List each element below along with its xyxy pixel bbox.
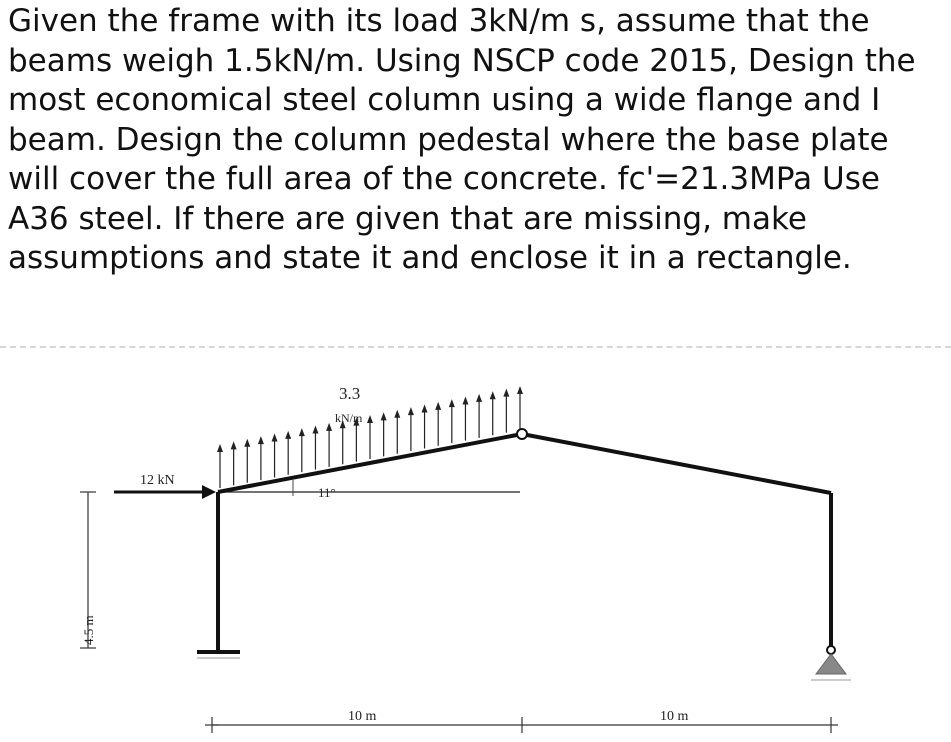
pin-hinge — [827, 646, 835, 654]
point-load-arrowhead — [202, 485, 216, 499]
load-arrowhead — [394, 410, 400, 418]
load-arrowhead — [299, 428, 305, 436]
load-arrowhead — [272, 433, 278, 441]
span-right-label: 10 m — [660, 709, 689, 724]
distributed-load-arrows — [217, 386, 523, 488]
load-arrowhead — [503, 389, 509, 397]
load-arrowhead — [326, 423, 332, 431]
load-arrowhead — [217, 444, 223, 452]
problem-statement: Given the frame with its load 3kN/m s, assume that the beams weigh 1.5kN/m. Using NSCP code 2015, Design the most economical steel column using a wide flange and I beam. Design the column pedestal where the base plate will cover the full area of the concrete. fc'=21.3MPa Use A36 steel. If there are given that are missing, make assumptions and state it and enclose it in a rectangle. — [8, 3, 916, 276]
load-arrowhead — [517, 386, 523, 394]
load-arrowhead — [449, 399, 455, 407]
load-unit-label: kN/m — [335, 411, 363, 425]
load-arrowhead — [462, 397, 468, 405]
load-value-label: 3.3 — [339, 384, 361, 403]
load-arrowhead — [490, 391, 496, 399]
pin-support — [816, 654, 846, 674]
load-arrowhead — [231, 441, 237, 449]
right-rafter — [522, 434, 831, 493]
load-arrowhead — [285, 431, 291, 439]
load-arrowhead — [367, 415, 373, 423]
load-arrowhead — [381, 412, 387, 420]
apex-hinge — [517, 429, 527, 439]
load-arrowhead — [422, 404, 428, 412]
span-left-label: 10 m — [348, 709, 377, 724]
load-arrowhead — [312, 426, 318, 434]
load-arrowhead — [476, 394, 482, 402]
angle-label: 11° — [318, 485, 336, 500]
height-label: 4.5 m — [81, 615, 96, 645]
point-load-label: 12 kN — [140, 473, 175, 488]
load-arrowhead — [244, 439, 250, 447]
load-arrowhead — [408, 407, 414, 415]
load-arrowhead — [258, 436, 264, 444]
load-arrowhead — [435, 402, 441, 410]
